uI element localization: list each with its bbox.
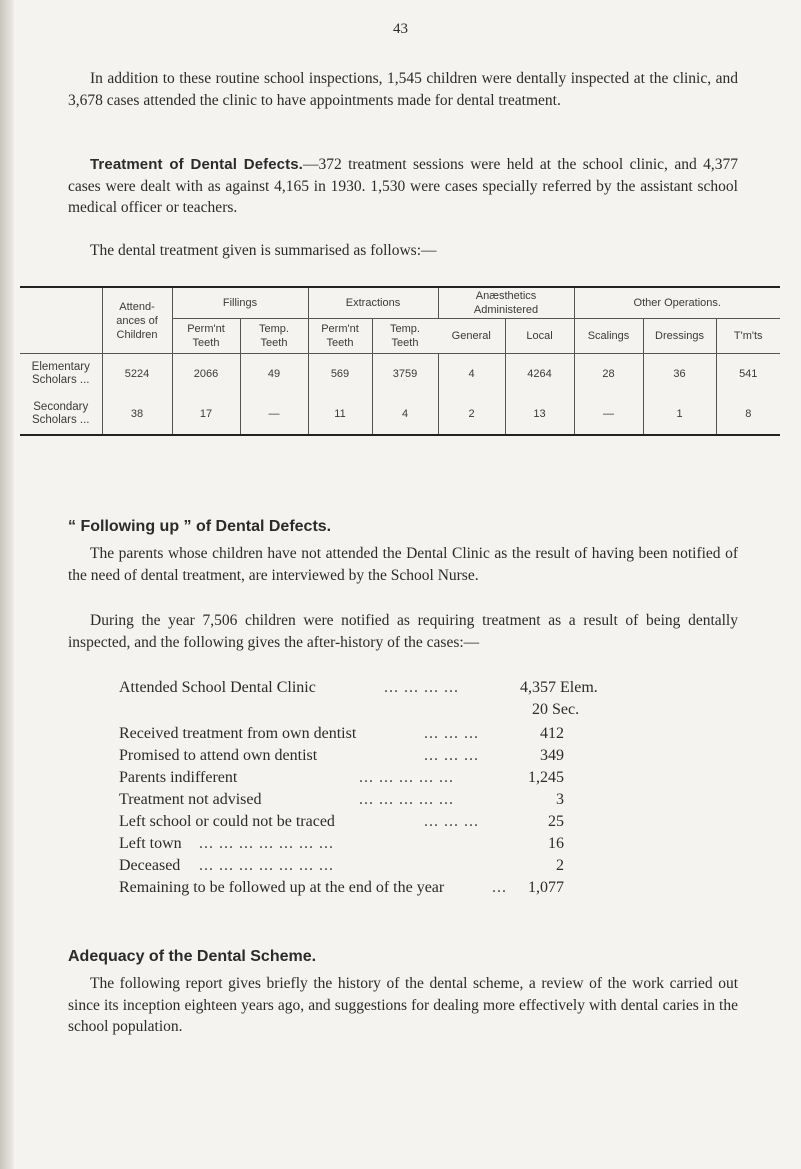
list-item-value: 1,245: [528, 769, 564, 786]
cell-scalings: —: [574, 394, 643, 435]
list-item-label: Left town: [119, 835, 182, 852]
dental-treatment-table: [20, 286, 780, 436]
header-tmts: T'm'ts: [716, 319, 780, 354]
list-item-label: Deceased: [119, 857, 181, 874]
cell-fill-temp: 49: [240, 354, 308, 395]
cell-ext-temp: 4: [372, 394, 438, 435]
list-item-value: 3: [556, 791, 564, 808]
following-up-heading: “ Following up ” of Dental Defects.: [68, 518, 332, 535]
table-row: [20, 394, 780, 435]
cell-general: 2: [438, 394, 505, 435]
header-local: Local: [505, 319, 574, 354]
table-row: [20, 354, 780, 395]
list-item-label: Promised to attend own dentist: [119, 747, 318, 764]
row-label: Secondary Scholars ...: [20, 394, 102, 435]
header-fillings-temp: Temp. Teeth: [240, 319, 308, 354]
list-item-value: 349: [540, 747, 564, 764]
cell-ext-perm: 11: [308, 394, 372, 435]
cell-attendances: 38: [102, 394, 172, 435]
summary-line: The dental treatment given is summarised as follows:—: [90, 242, 437, 259]
list-item-label: Left school or could not be traced: [119, 813, 335, 830]
list-item-leader: ... ... ... ... ...: [359, 769, 454, 786]
list-item-leader: ... ... ...: [424, 747, 479, 764]
list-item-leader: ... ... ...: [424, 813, 479, 830]
list-item-label: Treatment not advised: [119, 791, 262, 808]
adequacy-paragraph: The following report gives briefly the history of the dental scheme, a review of the work carried out since its inception eighteen years ago, and suggestions for dealing more effectively with dental caries in the school population.: [68, 975, 738, 1035]
header-other-operations: Other Operations.: [574, 287, 780, 319]
list-item-value: 16: [548, 835, 564, 852]
list-item-value: 4,357 Elem.: [520, 679, 598, 696]
cell-scalings: 28: [574, 354, 643, 395]
cell-ext-perm: 569: [308, 354, 372, 395]
header-fillings-perm: Perm'nt Teeth: [172, 319, 240, 354]
treatment-heading: Treatment of Dental Defects.: [90, 156, 303, 173]
list-item-value: 20 Sec.: [532, 701, 580, 718]
list-item-leader: ... ... ...: [424, 725, 479, 742]
header-scalings: Scalings: [574, 319, 643, 354]
cell-tmts: 8: [716, 394, 780, 435]
list-item-value: 25: [548, 813, 564, 830]
list-item-value: 412: [540, 725, 564, 742]
list-item-value: 1,077: [528, 879, 564, 896]
cell-fill-temp: —: [240, 394, 308, 435]
page-number: 43: [393, 21, 408, 37]
row-label: Elementary Scholars ...: [20, 354, 102, 395]
cell-local: 4264: [505, 354, 574, 395]
cell-general: 4: [438, 354, 505, 395]
header-dressings: Dressings: [643, 319, 716, 354]
list-item-label: Attended School Dental Clinic: [119, 679, 316, 696]
cell-local: 13: [505, 394, 574, 435]
list-item-leader: ... ... ... ...: [384, 679, 459, 696]
header-attendances: Attend- ances of Children: [102, 287, 172, 354]
list-item-label: Parents indifferent: [119, 769, 238, 786]
header-anaesthetics: Anæsthetics Administered: [438, 287, 574, 319]
cell-dressings: 36: [643, 354, 716, 395]
header-general: General: [438, 319, 505, 354]
list-item-leader: ... ... ... ... ... ... ...: [199, 835, 334, 852]
list-item-leader: ... ... ... ... ...: [359, 791, 454, 808]
cell-dressings: 1: [643, 394, 716, 435]
following-up-para1: The parents whose children have not attended the Dental Clinic as the result of having been notified of the need of dental treatment, are interviewed by the School Nurse.: [68, 545, 738, 584]
following-up-para2: During the year 7,506 children were notified as requiring treatment as a result of being dentally inspected, and the following gives the after-history of the cases:—: [68, 612, 738, 651]
treatment-paragraph: [68, 154, 738, 219]
header-extractions-temp: Temp. Teeth: [372, 319, 438, 354]
list-item-value: 2: [556, 857, 564, 874]
adequacy-heading: Adequacy of the Dental Scheme.: [68, 948, 317, 965]
list-item-label: Remaining to be followed up at the end of the year: [119, 879, 445, 896]
list-item-leader: ...: [492, 879, 507, 896]
cell-fill-perm: 2066: [172, 354, 240, 395]
cell-tmts: 541: [716, 354, 780, 395]
intro-paragraph: In addition to these routine school inspections, 1,545 children were dentally inspected at the clinic, and 3,678 cases attended the clinic to have appointments made for dental treatment.: [68, 70, 738, 109]
cell-fill-perm: 17: [172, 394, 240, 435]
cell-ext-temp: 3759: [372, 354, 438, 395]
header-extractions-perm: Perm'nt Teeth: [308, 319, 372, 354]
header-fillings: Fillings: [172, 287, 308, 319]
treatment-text: —372 treatment sessions were held at the school clinic, and 4,377 cases were dealt with as against 4,165 in 1930. 1,530 were cases specially referred by the assistant school medical officer or teachers.: [68, 156, 738, 216]
list-item-label: Received treatment from own dentist: [119, 725, 357, 742]
list-item-leader: ... ... ... ... ... ... ...: [199, 857, 334, 874]
cell-attendances: 5224: [102, 354, 172, 395]
header-extractions: Extractions: [308, 287, 438, 319]
